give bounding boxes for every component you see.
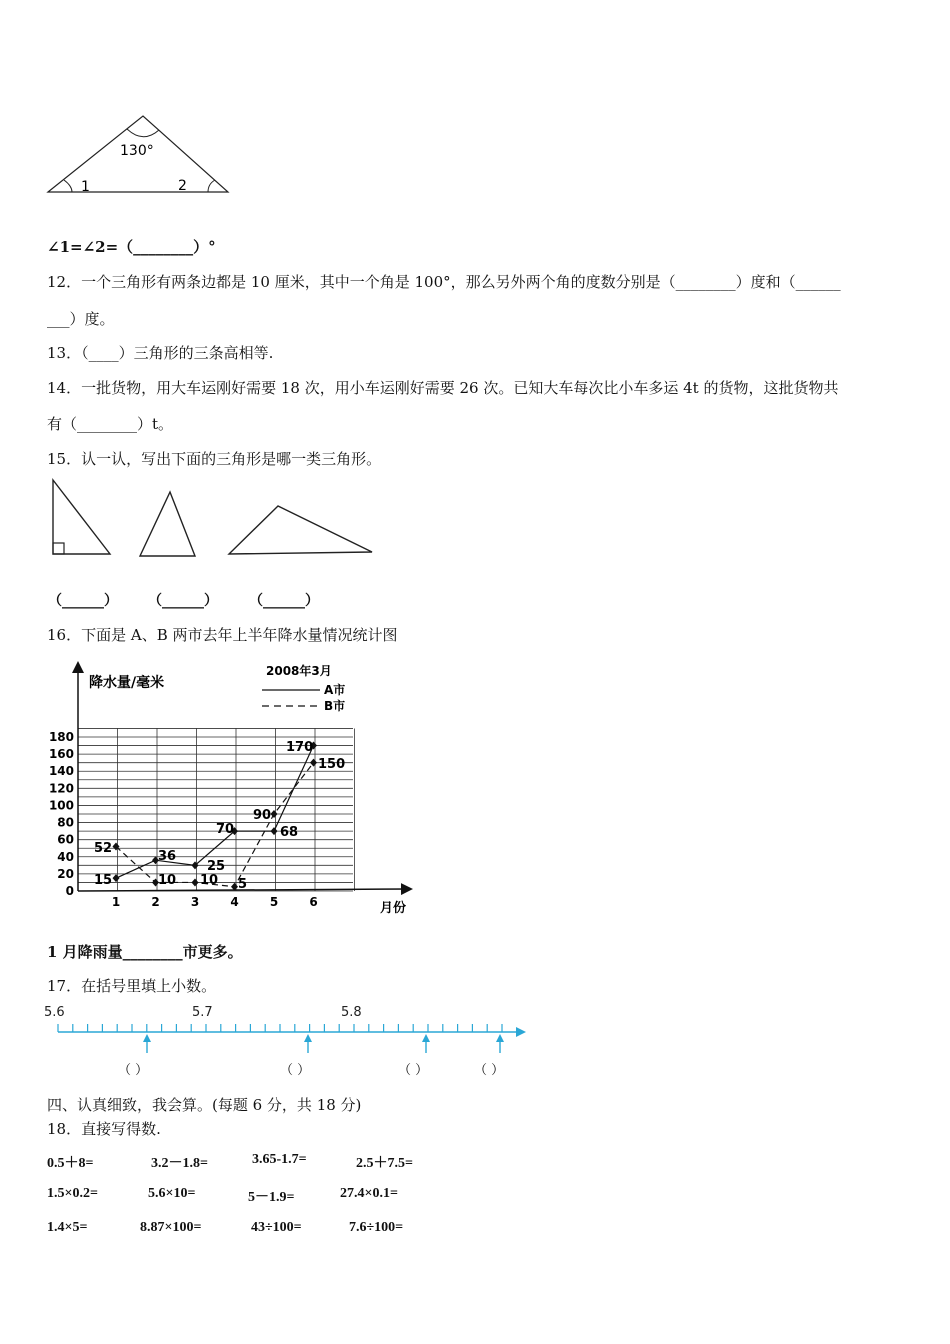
q15-line: 15．认一认，写出下面的三角形是哪一类三角形。 <box>47 450 382 468</box>
calc-item: 5－1.9= <box>248 1190 295 1205</box>
calc-item: 43÷100= <box>251 1220 302 1235</box>
q15-blank-3[interactable]: （______） <box>249 593 319 609</box>
calc-item: 1.4×5= <box>47 1220 88 1235</box>
rainfall-line-chart <box>40 658 420 920</box>
y-tick-label: 180 <box>48 730 74 744</box>
calc-item: 3.2－1.8= <box>151 1156 208 1171</box>
numline-blank-2[interactable]: （ ） <box>280 1063 311 1078</box>
point-value-label: 170 <box>286 740 314 755</box>
y-tick-label: 160 <box>48 747 74 762</box>
y-tick-label: 80 <box>57 815 74 830</box>
numline-pointer-head <box>143 1034 151 1042</box>
data-point <box>310 759 317 767</box>
point-value-label: 150 <box>318 757 346 772</box>
y-tick-label: 20 <box>57 866 74 881</box>
angle-2-label: 2 <box>178 178 187 194</box>
acute-triangle-shape <box>140 492 195 556</box>
legend-label-a: A市 <box>324 683 346 697</box>
triangle-130-figure <box>40 108 240 200</box>
x-tick-label: 3 <box>190 895 200 909</box>
q11-answer-line: ∠1=∠2=（________）° <box>47 238 216 256</box>
numline-blank-1[interactable]: （ ） <box>118 1063 149 1078</box>
section-4-heading: 四、认真细致，我会算。(每题 6 分，共 18 分) <box>47 1096 362 1114</box>
x-tick-label: 6 <box>309 895 318 909</box>
numline-pointer-head <box>496 1034 504 1042</box>
data-point <box>192 878 199 886</box>
q16-question: 1 月降雨量________市更多。 <box>47 943 243 961</box>
q12-line2: ___）度。 <box>47 310 115 328</box>
q16-line: 16．下面是 A、B 两市去年上半年降水量情况统计图 <box>47 626 398 644</box>
calc-item: 0.5＋8= <box>47 1156 94 1171</box>
y-tick-label: 140 <box>48 764 74 779</box>
obtuse-triangle-shape <box>229 506 372 554</box>
numline-pointer-head <box>304 1034 312 1042</box>
right-triangle-shape <box>53 480 110 554</box>
y-tick-label: 120 <box>48 781 74 796</box>
numline-label-5.8: 5.8 <box>341 1005 362 1020</box>
q17-line: 17．在括号里填上小数。 <box>47 977 217 995</box>
calc-item: 8.87×100= <box>140 1220 202 1235</box>
point-value-label: 68 <box>280 825 299 840</box>
q15-blank-2[interactable]: （______） <box>148 593 218 609</box>
angle-130-label: 130° <box>120 143 154 159</box>
point-value-label: 70 <box>216 822 235 837</box>
angle-1-label: 1 <box>81 179 90 195</box>
x-tick-label: 2 <box>151 895 160 909</box>
q15-blank-1[interactable]: （______） <box>48 593 118 609</box>
numline-label-5.6: 5.6 <box>44 1005 65 1020</box>
q12-line1: 12．一个三角形有两条边都是 10 厘米，其中一个角是 100°，那么另外两个角的度数分别是（________）度和（______ <box>47 273 841 291</box>
numline-blank-4[interactable]: （ ） <box>474 1063 505 1078</box>
point-value-label: 15 <box>94 873 113 888</box>
q14-line2: 有（________）t。 <box>47 415 174 433</box>
x-axis-title: 月份 <box>380 901 407 916</box>
point-value-label: 90 <box>253 808 272 823</box>
legend-label-b: B市 <box>324 699 346 713</box>
point-value-label: 5 <box>238 877 248 892</box>
numline-pointer-head <box>422 1034 430 1042</box>
y-tick-label: 100 <box>48 798 74 813</box>
calc-item: 2.5＋7.5= <box>356 1156 413 1171</box>
point-value-label: 25 <box>207 859 226 874</box>
x-tick-label: 1 <box>111 895 121 909</box>
point-value-label: 10 <box>158 873 177 888</box>
y-tick-label: 0 <box>65 884 74 898</box>
point-value-label: 52 <box>94 841 113 856</box>
y-tick-label: 60 <box>57 832 74 847</box>
x-tick-label: 5 <box>269 895 279 909</box>
q14-line1: 14．一批货物，用大车运刚好需要 18 次，用小车运刚好需要 26 次。已知大车每次比小车多运 4t 的货物，这批货物共 <box>47 379 839 397</box>
q15-triangles-figure <box>45 474 385 562</box>
point-value-label: 10 <box>200 873 219 888</box>
y-tick-label: 40 <box>57 849 74 864</box>
data-point <box>271 810 278 818</box>
data-point <box>113 874 120 882</box>
numline-blank-3[interactable]: （ ） <box>398 1063 429 1078</box>
calc-item: 1.5×0.2= <box>47 1186 98 1201</box>
numline-label-5.7: 5.7 <box>192 1005 213 1020</box>
calc-item: 7.6÷100= <box>349 1220 404 1235</box>
point-value-label: 36 <box>158 849 177 864</box>
x-tick-label: 4 <box>230 895 239 909</box>
calc-item: 5.6×10= <box>148 1186 196 1201</box>
y-axis-title: 降水量/毫米 <box>89 675 165 691</box>
numline-arrowhead <box>516 1027 526 1037</box>
q18-line: 18．直接写得数. <box>47 1120 161 1138</box>
calc-item: 3.65-1.7= <box>252 1152 307 1167</box>
legend-title: 2008年3月 <box>266 664 332 678</box>
q13-line: 13．（____）三角形的三条高相等. <box>47 344 274 362</box>
calc-item: 27.4×0.1= <box>340 1186 398 1201</box>
data-point <box>271 827 278 835</box>
